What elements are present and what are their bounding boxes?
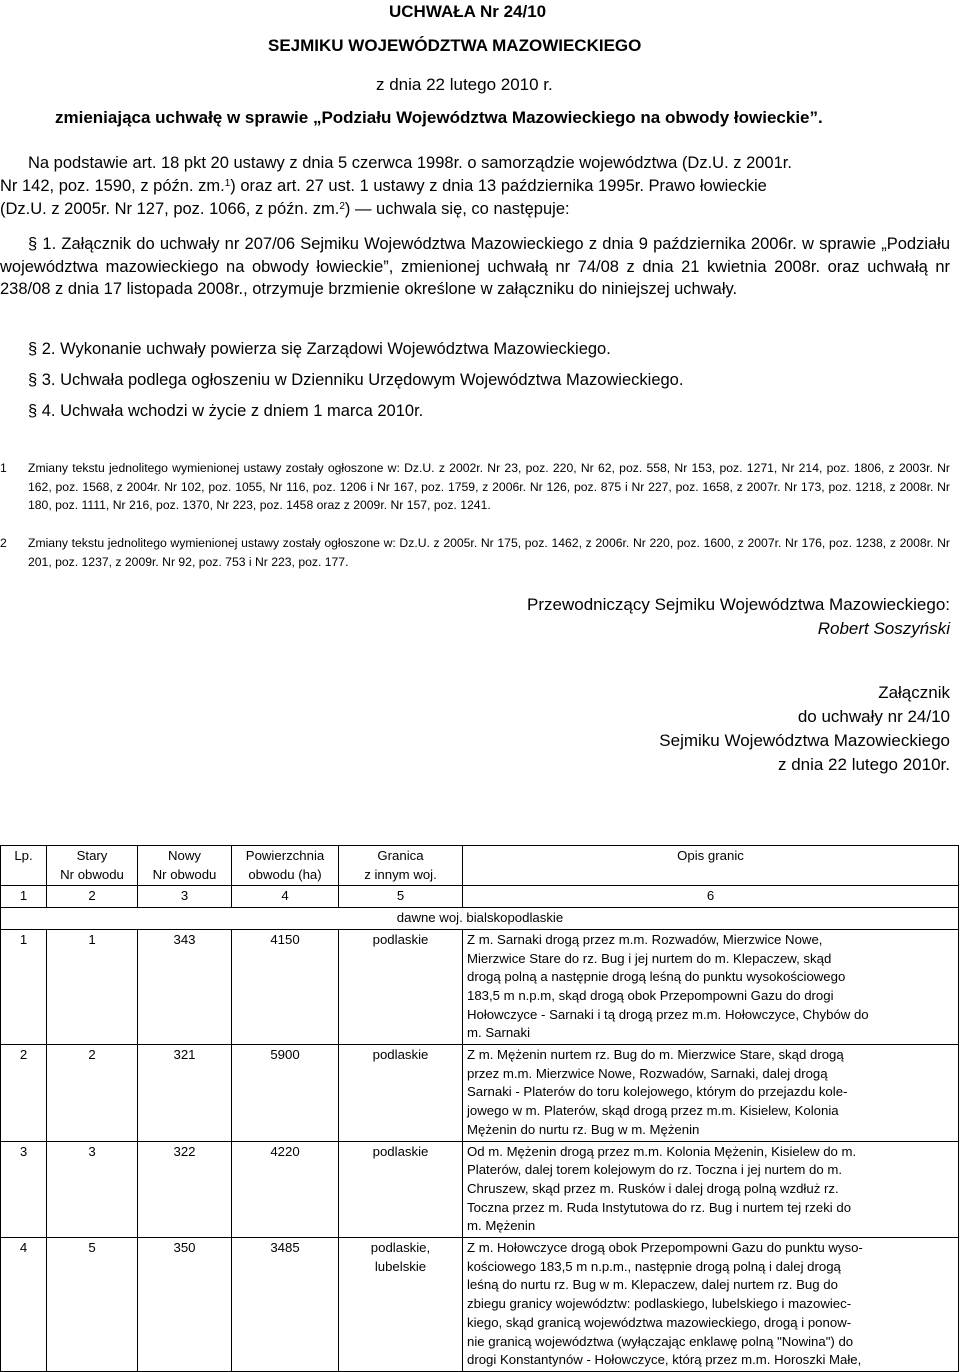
cell-border: podlaskie bbox=[339, 1045, 463, 1142]
table-row bbox=[1, 1045, 959, 1142]
resolution-subject: zmieniająca uchwałę w sprawie „Podziału Województwa Mazowieckiego na obwody łowieckie”. bbox=[55, 108, 823, 127]
column-number: 1 bbox=[1, 886, 47, 908]
table-row bbox=[1, 929, 959, 1044]
cell-area: 4220 bbox=[232, 1141, 339, 1238]
header-new-number: Nowy Nr obwodu bbox=[138, 846, 232, 886]
attachment-line: do uchwały nr 24/10 bbox=[797, 707, 950, 726]
footnote-2 bbox=[0, 534, 950, 571]
cell-area: 3485 bbox=[232, 1238, 339, 1372]
section-3: § 3. Uchwała podlega ogłoszeniu w Dzienniku Urzędowym Województwa Mazowieckiego. bbox=[28, 371, 684, 389]
cell-area: 4150 bbox=[232, 929, 339, 1044]
footnote-1 bbox=[0, 459, 950, 515]
hunting-districts-table bbox=[0, 845, 959, 1372]
cell-border: podlaskie bbox=[339, 1141, 463, 1238]
signature-block bbox=[527, 593, 950, 641]
attachment-line: Sejmiku Województwa Mazowieckiego bbox=[659, 731, 950, 750]
preamble-text: ) — uchwala się, co następuje: bbox=[344, 200, 570, 218]
table-header-row bbox=[1, 846, 959, 886]
footnote-number: 1 bbox=[0, 461, 7, 475]
preamble-text: ) oraz art. 27 ust. 1 ustawy z dnia 13 października 1995r. Prawo łowieckie bbox=[230, 177, 767, 195]
preamble-text: Nr 142, poz. 1590, z późn. zm. bbox=[0, 177, 225, 195]
cell-old-number: 2 bbox=[47, 1045, 138, 1142]
table-row bbox=[1, 1141, 959, 1238]
header-description: Opis granic bbox=[463, 846, 959, 886]
cell-lp: 2 bbox=[1, 1045, 47, 1142]
header-area: Powierzchnia obwodu (ha) bbox=[232, 846, 339, 886]
cell-lp: 1 bbox=[1, 929, 47, 1044]
cell-area: 5900 bbox=[232, 1045, 339, 1142]
table-row bbox=[1, 1238, 959, 1372]
footnote-ref-2: 2 bbox=[339, 201, 345, 212]
cell-new-number: 322 bbox=[138, 1141, 232, 1238]
section-2: § 2. Wykonanie uchwały powierza się Zarządowi Województwa Mazowieckiego. bbox=[28, 340, 611, 358]
resolution-date: z dnia 22 lutego 2010 r. bbox=[376, 75, 553, 94]
preamble-line-2 bbox=[0, 175, 767, 198]
attachment-line: Załącznik bbox=[878, 683, 950, 702]
cell-new-number: 343 bbox=[138, 929, 232, 1044]
cell-border: podlaskie, lubelskie bbox=[339, 1238, 463, 1372]
cell-old-number: 5 bbox=[47, 1238, 138, 1372]
column-number: 2 bbox=[47, 886, 138, 908]
footnote-number: 2 bbox=[0, 536, 7, 550]
preamble-line-3 bbox=[0, 198, 570, 221]
cell-old-number: 3 bbox=[47, 1141, 138, 1238]
table-column-numbers-row bbox=[1, 886, 959, 908]
footnote-text: Zmiany tekstu jednolitego wymienionej ustawy zostały ogłoszone w: Dz.U. z 2005r. Nr 175, poz. 1462, z 2006r. Nr 220, poz. 1600, z 2007r. Nr 176, poz. 1238, z 2008r. Nr 201, poz. 1237, z 2009r. Nr 92, poz. 753 i Nr 223, poz. 177. bbox=[28, 536, 950, 569]
resolution-title: UCHWAŁA Nr 24/10 bbox=[389, 2, 547, 21]
section-1: § 1. Załącznik do uchwały nr 207/06 Sejmiku Województwa Mazowieckiego z dnia 9 października 2006r. w sprawie „Podziału województwa mazowieckiego na obwody łowieckie”, zmienionej uchwałą nr 74/08 z dnia 21 kwietnia 2008r. oraz uchwałą nr 238/08 z dnia 17 listopada 2008r., otrzymuje brzmienie określone w załączniku do niniejszej uchwały. bbox=[0, 235, 950, 298]
cell-lp: 4 bbox=[1, 1238, 47, 1372]
header-old-number: Stary Nr obwodu bbox=[47, 846, 138, 886]
table-section-row bbox=[1, 908, 959, 930]
attachment-line: z dnia 22 lutego 2010r. bbox=[777, 755, 950, 774]
attachment-header bbox=[659, 681, 950, 777]
column-number: 5 bbox=[339, 886, 463, 908]
column-number: 4 bbox=[232, 886, 339, 908]
header-border: Granica z innym woj. bbox=[339, 846, 463, 886]
header-lp: Lp. bbox=[1, 846, 47, 886]
resolution-body: SEJMIKU WOJEWÓDZTWA MAZOWIECKIEGO bbox=[268, 36, 642, 55]
cell-description: Z m. Hołowczyce drogą obok Przepompowni Gazu do punktu wyso- kościowego 183,5 m n.p.m., następnie drogą polną i dalej drogą leśną do nurtu rz. Bug w m. Klepaczew, dalej nurtem rz. Bug do zbiegu granicy województw: podlaskiego, lubelskiego i mazowiec- kiego, skąd granicą województwa mazowieckiego, drogą i ponow- nie granicą województwa (wyłączając enklawę polną "Nowina") do drogi Konstantynów - Hołowczyce, którą przez m.m. Horoszki Małe, bbox=[463, 1238, 959, 1372]
cell-description: Od m. Mężenin drogą przez m.m. Kolonia Mężenin, Kisielew do m. Platerów, dalej torem kolejowym do rz. Toczna i jej nurtem do m. Chruszew, skąd przez m. Rusków i dalej drogą polną wzdłuż rz. Toczna przez m. Ruda Instytutowa do rz. Bug i nurtem tej rzeki do m. Mężenin bbox=[463, 1141, 959, 1238]
cell-new-number: 350 bbox=[138, 1238, 232, 1372]
section-4: § 4. Uchwała wchodzi w życie z dniem 1 marca 2010r. bbox=[28, 402, 424, 420]
cell-old-number: 1 bbox=[47, 929, 138, 1044]
cell-new-number: 321 bbox=[138, 1045, 232, 1142]
cell-description: Z m. Sarnaki drogą przez m.m. Rozwadów, Mierzwice Nowe, Mierzwice Stare do rz. Bug i jej nurtem do m. Klepaczew, skąd drogą polną a następnie drogą leśną do punktu wysokościowego 183,5 m n.p.m, skąd drogą obok Przepompowni Gazu do drogi Hołowczyce - Sarnaki i tą drogą przez m.m. Hołowczyce, Chybów do m. Sarnaki bbox=[463, 929, 959, 1044]
signature-role: Przewodniczący Sejmiku Województwa Mazowieckiego: bbox=[527, 595, 950, 614]
section-label: dawne woj. bialskopodlaskie bbox=[1, 908, 959, 930]
column-number: 3 bbox=[138, 886, 232, 908]
cell-description: Z m. Mężenin nurtem rz. Bug do m. Mierzwice Stare, skąd drogą przez m.m. Mierzwice Nowe, Rozwadów, Sarnaki, dalej drogą Sarnaki - Platerów do toru kolejowego, którym do przejazdu kole- jowego w m. Platerów, skąd drogą przez m.m. Kisielew, Kolonia Mężenin do nurtu rz. Bug w m. Mężenin bbox=[463, 1045, 959, 1142]
preamble-line-1: Na podstawie art. 18 pkt 20 ustawy z dnia 5 czerwca 1998r. o samorządzie województwa (Dz.U. z 2001r. bbox=[28, 154, 792, 172]
cell-border: podlaskie bbox=[339, 929, 463, 1044]
preamble-text: (Dz.U. z 2005r. Nr 127, poz. 1066, z późn. zm. bbox=[0, 200, 340, 218]
signature-name: Robert Soszyński bbox=[817, 619, 950, 638]
cell-lp: 3 bbox=[1, 1141, 47, 1238]
column-number: 6 bbox=[463, 886, 959, 908]
footnote-text: Zmiany tekstu jednolitego wymienionej ustawy zostały ogłoszone w: Dz.U. z 2002r. Nr 23, poz. 220, Nr 62, poz. 558, Nr 153, poz. 1271, Nr 214, poz. 1806, z 2003r. Nr 162, poz. 1568, z 2004r. Nr 102, poz. 1055, Nr 116, poz. 1206 i Nr 167, poz. 1759, z 2006r. Nr 126, poz. 875 i Nr 227, poz. 1658, z 2007r. Nr 173, poz. 1218, z 2008r. Nr 180, poz. 1111, Nr 216, poz. 1370, Nr 223, poz. 1458 oraz z 2009r. Nr 157, poz. 1241. bbox=[28, 461, 950, 513]
footnote-ref-1: 1 bbox=[224, 178, 231, 189]
